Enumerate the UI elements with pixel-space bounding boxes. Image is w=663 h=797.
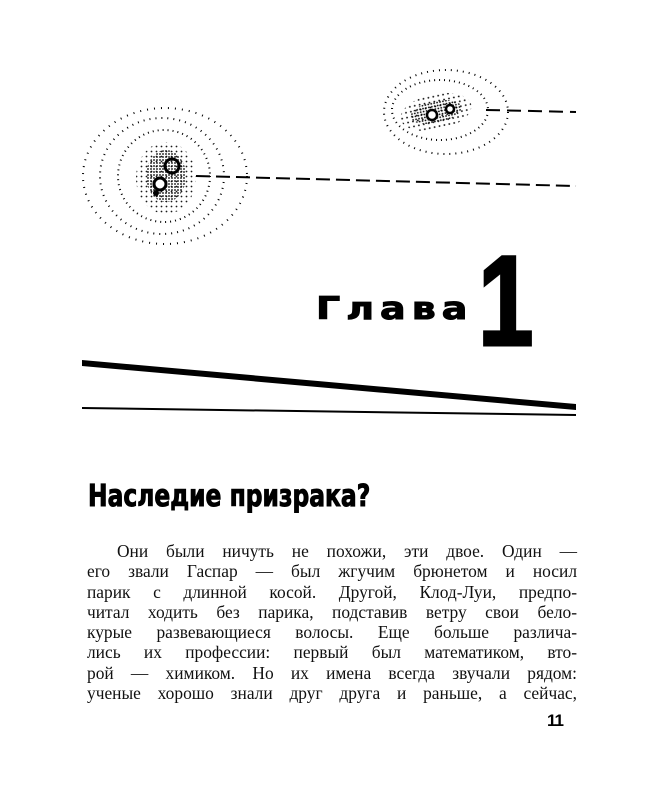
- page-number: 11: [547, 711, 563, 730]
- section-title: Наследие призрака?: [88, 479, 371, 514]
- chapter-number: 1: [478, 230, 534, 373]
- text-line: рой — химиком. Но их имена всегда звучали рядом:: [87, 662, 577, 683]
- text-line: Они были ничуть не похожи, эти двое. Один —: [117, 541, 577, 561]
- text-line: парик с длинной косой. Другой, Клод-Луи, предпо-: [87, 581, 577, 602]
- orbit-connector-right: [486, 110, 576, 112]
- chapter-label: Глава: [316, 290, 474, 327]
- text-line: лись их профессии: первый был математиком, вто-: [87, 642, 577, 663]
- text-line: читал ходить без парика, подставив ветру свои бело-: [87, 601, 577, 622]
- right-atom-icon: [384, 70, 508, 154]
- orbit-connector-left: [196, 176, 576, 186]
- thin-decorative-rule: [82, 407, 576, 416]
- text-line: курые развевающиеся волосы. Еще больше различа-: [87, 622, 577, 643]
- body-paragraph: [87, 541, 577, 703]
- text-line: его звали Гаспар — был жгучим брюнетом и носил: [87, 561, 577, 582]
- text-line: ученые хорошо знали друг друга и раньше, а сейчас,: [87, 683, 577, 704]
